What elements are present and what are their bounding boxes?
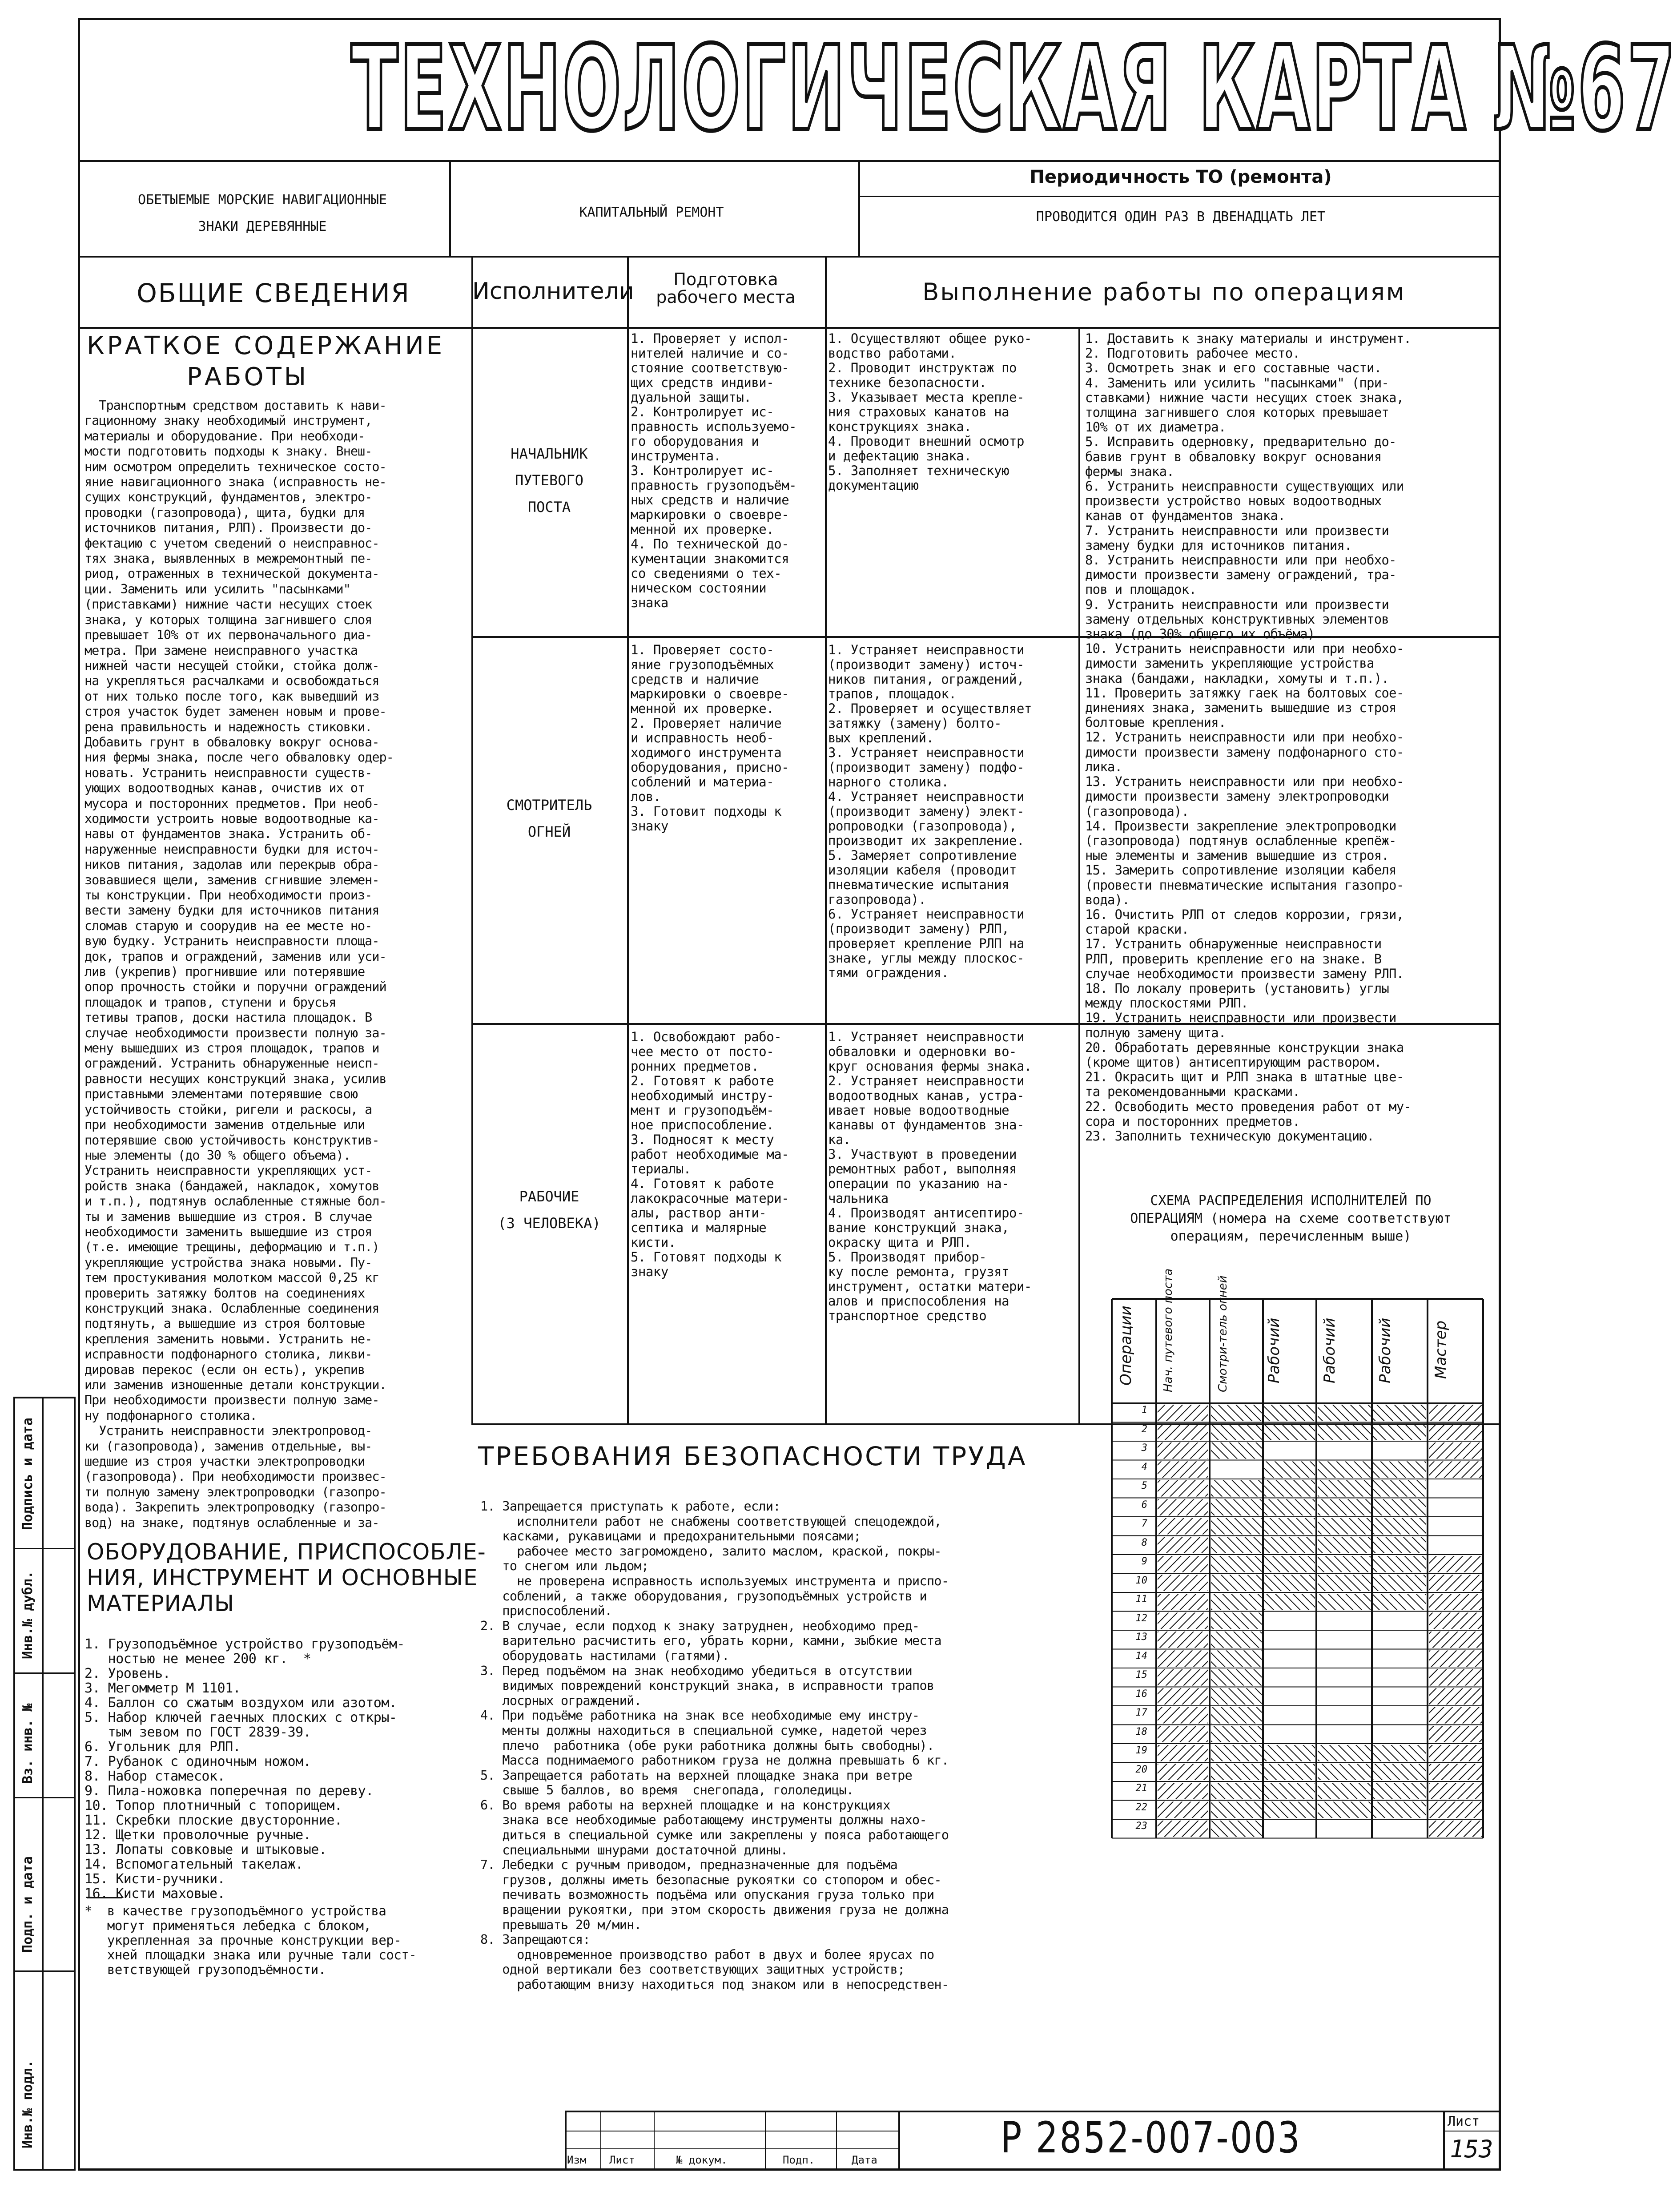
scheme-cell: [1264, 1480, 1315, 1497]
scheme-cell: [1211, 1821, 1262, 1837]
scheme-cell: [1158, 1424, 1208, 1440]
equipment-list: 1. Грузоподъёмное устройство грузоподъём- ностью не менее 200 кг. * 2. Уровень. 3. Мегомметр М 1101. 4. Баллон со сжатым воздухом или азотом. 5. Набор ключей гаечных плоских с откры- тым зевом по ГОСТ 2839-39. 6. Угольник для РЛП. 7. Рубанок с одиночным ножом. 8. Набор стамесок. 9. Пила-ножовка поперечная по дереву. 10. Топор плотничный с топорищем. 11. Скребки плоские двусторонние. 12. Щетки проволочные ручные. 13. Лопаты совковые и штыковые. 14. Вспомогательный такелаж. 15. Кисти-ручники. 16. Кисти маховые.: [84, 1636, 405, 1902]
side-label-orig: Инв.№ подл.: [20, 2060, 36, 2148]
scheme-cell: [1373, 1575, 1426, 1592]
scheme-cell: [1318, 1764, 1371, 1781]
scheme-col-master: Мастер: [1432, 1320, 1450, 1379]
divider: [471, 256, 473, 1423]
scheme-cell: [1158, 1442, 1208, 1459]
divider: [627, 256, 629, 1423]
header-object: ОБЕТЫЕМЫЕ МОРСКИЕ НАВИГАЦИОННЫЕ ЗНАКИ ДЕРЕВЯННЫЕ: [138, 192, 387, 234]
divider: [654, 2111, 655, 2171]
scheme-cell: [1373, 1802, 1426, 1818]
scheme-cell: [1318, 1405, 1371, 1421]
scheme-cell: [1211, 1632, 1262, 1648]
role-prep-workers: 1. Освобождают рабо- чее место от посто- ронних предметов. 2. Готовят к работе необходимый инстру- мент и грузоподъём- ное приспособление. 3. Подносят к месту работ необходимые ма- териалы. 4. Готовят к работе лакокрасочные матери- алы, раствор анти- септика и малярные кисти. 5. Готовят подходы к знаку: [631, 1029, 789, 1279]
scheme-cell: [1373, 1764, 1426, 1781]
document-code: Р 2852-007-003: [1001, 2113, 1302, 2163]
general-heading: ОБЩИЕ СВЕДЕНИЯ: [137, 278, 410, 308]
scheme-cell: [1158, 1745, 1208, 1761]
role-ops-workers: 1. Устраняет неисправности обваловки и одерновки во- круг основания фермы знака. 2. Устраняет неисправности водоотводных канав, устра- ивает новые водоотводные канавы от фундаментов зна- ка. 3. Участвуют в проведении ремонтных работ, выполняя операции по указанию на- чальника 4. Производят антисептиро- вание конструкций знака, окраску щита и РЛП. 5. Производят прибор- ку после ремонта, грузят инструмент, остатки матери- алов и приспособления на транспортное средство: [828, 1029, 1032, 1323]
divider: [858, 196, 1501, 197]
role-prep-keeper: 1. Проверяет состо- яние грузоподъёмных средств и наличие маркировки о своевре- менной их проверке. 2. Проверяет наличие и исправность необ- ходимого инструмента оборудования, присно- соблений и материа- лов. 3. Готовит подходы к знаку: [631, 642, 789, 834]
scheme-cell: [1158, 1575, 1208, 1592]
scheme-cell: [1158, 1707, 1208, 1724]
scheme-cell: [1211, 1613, 1262, 1629]
scheme-row-number: 17: [1135, 1707, 1147, 1718]
scheme-cell: [1264, 1594, 1315, 1610]
scheme-cell: [1158, 1821, 1208, 1837]
scheme-cell: [1264, 1424, 1315, 1440]
safety-heading: ТРЕБОВАНИЯ БЕЗОПАСНОСТИ ТРУДА: [478, 1441, 1027, 1471]
scheme-row-number: 1: [1141, 1405, 1147, 1416]
scheme-cell: [1429, 1707, 1482, 1724]
scheme-cell: [1211, 1745, 1262, 1761]
divider: [42, 1397, 44, 2171]
scheme-cell: [1373, 1556, 1426, 1572]
scheme-cell: [1429, 1613, 1482, 1629]
scheme-row-number: 18: [1135, 1726, 1147, 1737]
scheme-cell: [1373, 1745, 1426, 1761]
scheme-cell: [1429, 1462, 1482, 1478]
scheme-cell: [1211, 1764, 1262, 1781]
scheme-cell: [1373, 1594, 1426, 1610]
scheme-cell: [1158, 1726, 1208, 1743]
scheme-cell: [1264, 1783, 1315, 1799]
divider: [13, 1672, 76, 1674]
scheme-cell: [1211, 1688, 1262, 1705]
scheme-cell: [1211, 1651, 1262, 1667]
scheme-cell: [1429, 1745, 1482, 1761]
scheme-cell: [1429, 1442, 1482, 1459]
scheme-cell: [1373, 1405, 1426, 1421]
stamp-col-sign: Подп.: [783, 2154, 815, 2166]
scheme-row-number: 3: [1141, 1442, 1147, 1454]
side-label-inv: Вз. инв. №: [20, 1703, 36, 1784]
scheme-row-number: 20: [1135, 1764, 1147, 1775]
divider: [765, 2111, 766, 2171]
scheme-cell: [1158, 1669, 1208, 1686]
role-name-chief: НАЧАЛЬНИК ПУТЕВОГО ПОСТА: [511, 445, 588, 516]
periodicity-value: ПРОВОДИТСЯ ОДИН РАЗ В ДВЕНАДЦАТЬ ЛЕТ: [1036, 209, 1326, 225]
divider: [471, 327, 1501, 329]
scheme-cell: [1264, 1462, 1315, 1478]
scheme-cell: [1318, 1556, 1371, 1572]
scheme-row-number: 22: [1135, 1801, 1147, 1813]
scheme-cell: [1264, 1575, 1315, 1592]
scheme-cell: [1429, 1405, 1482, 1421]
scheme-row-number: 16: [1135, 1688, 1147, 1700]
scheme-cell: [1373, 1783, 1426, 1799]
scheme-cell: [1158, 1405, 1208, 1421]
stamp-col-change: Изм: [567, 2154, 587, 2166]
divider: [13, 1548, 76, 1549]
equipment-footnote: * в качестве грузоподъёмного устройства могут применяться лебедка с блоком, укрепленная за прочные конструкции вер- хней площадки знака или ручные тали сост- ветствующей грузоподъёмности.: [84, 1903, 417, 1977]
scheme-row-number: 6: [1141, 1499, 1147, 1511]
scheme-cell: [1264, 1405, 1315, 1421]
scheme-row-number: 13: [1135, 1632, 1147, 1643]
scheme-cell: [1211, 1424, 1262, 1440]
divider: [78, 160, 1501, 162]
preparation-heading: Подготовка рабочего места: [656, 270, 796, 307]
scheme-cell: [1264, 1499, 1315, 1516]
summary-text: Транспортным средством доставить к нави- гационному знаку необходимый инструмент, материалы и оборудование. При необходи- мости подготовить подходы к знаку. Внеш- ним осмотром определить техническое состо- яние навигационного знака (исправность не- сущих конструкций, фундаментов, электро- проводки (газопровода), щита, будки для источников питания, РЛП). Произвести до- фектацию с учетом сведений о неисправнос- тях знака, выявленных в межремонтный пе- риод, отраженных в технической документа- ции. Заменить или усилить "пасынками" (приставками) нижние части несущих стоек знака, у которых толщина загнившего слоя превышает 10% от их первоначального диа- метра. При замене неисправного участка нижней части несущей стойки, стойка долж- на укрепляться расчалками и освобождаться от них только после того, как выведший из строя участок будет заменен новым и прове- рена правильность и надежность стиковки. Добавить грунт в обваловку вокруг основа- ния фермы знака, после чего обваловку одер- новать. Устранить неисправности существ- ующих водоотводных канав, очистив их от мусора и посторонних предметов. При необ- ходимости устроить новые водоотводные ка- навы от фундаментов знака. Устранить об- наруженные неисправности будки для источ- ников питания, задолав или перекрыв обра- зовавшиеся щели, заменив сгнившие элемен- ты конструкции. При необходимости произ- вести замену будки для источников питания сломав старую и соорудив на ее месте но- вую будку. Устранить неисправности площа- док, трапов и ограждений, заменив или уси- лив (укрепив) прогнившие или потерявшие опор прочность стойки и поручни ограждений площадок и трапов, ступени и брусья тетивы трапов, доски настила площадок. В случае необходимости произвести полную за- мену вышедших из строя площадок, трапов и ограждений. Устранить обнаруженные неисп- равности несущих конструкций знака, усилив приставными элементами потерявшие свою устойчивость стойки, ригели и раскосы, а при необходимости заменив отдельные или потерявшие свою устойчивость конструктив- ные элементы (до 30 % общего объема). Устранить неисправности укрепляющих уст- ройств знака (бандажей, накладок, хомутов и т.п.), подтянув ослабленные стяжные бол- ты и заменив вышедшие из строя. В случае необходимости заменить вышедшие из строя (т.е. имеющие трещины, деформацию и т.п.) укрепляющие устройства знака новыми. Пу- тем простукивания молотком массой 0,25 кг проверить затяжку болтов на соединениях конструкций знака. Ослабленные соединения подтянуть, а вышедшие из строя болтовые крепления заменить новыми. Устранить не- исправности подфонарного столика, ликви- дировав перекос (если он есть), укрепив или заменив изношенные детали конструкции. При необходимости произвести полную заме- ну подфонарного столика. Устранить неисправности электропровод- ки (газопровода), заменив отдельные, вы- шедшие из строя участки электропроводки (газопровода). При необходимости произвес- ти полную замену электропроводки (газопро- вода). Закрепить электропроводку (газопро- вод) на знаке, подтянув ослабленные и за-: [84, 398, 394, 1530]
scheme-row-number: 23: [1135, 1821, 1147, 1832]
scheme-cell: [1211, 1594, 1262, 1610]
scheme-cell: [1211, 1499, 1262, 1516]
scheme-row-number: 14: [1135, 1650, 1147, 1662]
scheme-cell: [1264, 1556, 1315, 1572]
divider: [836, 2111, 837, 2171]
scheme-cell: [1429, 1688, 1482, 1705]
scheme-row-number: 21: [1135, 1783, 1147, 1794]
scheme-row-number: 8: [1141, 1537, 1147, 1548]
scheme-row-number: 15: [1135, 1669, 1147, 1680]
scheme-row-number: 4: [1141, 1461, 1147, 1473]
scheme-caption: СХЕМА РАСПРЕДЕЛЕНИЯ ИСПОЛНИТЕЛЕЙ ПО ОПЕРАЦИЯМ (номера на схеме соответствуют операциям, перечисленным выше): [1130, 1193, 1452, 1244]
scheme-cell: [1429, 1556, 1482, 1572]
divider: [13, 1970, 76, 1972]
scheme-cell: [1158, 1651, 1208, 1667]
scheme-cell: [1264, 1764, 1315, 1781]
side-label-sign-date: Подпись и дата: [20, 1418, 36, 1530]
scheme-cell: [1318, 1802, 1371, 1818]
scheme-cell: [1211, 1707, 1262, 1724]
scheme-cell: [1158, 1462, 1208, 1478]
role-ops-keeper: 1. Устраняет неисправности (производит замену) источ- ников питания, ограждений, трапов, площадок. 2. Проверяет и осуществляет затяжку (замену) болто- вых креплений. 3. Устраняет неисправности (производит замену) подфо- нарного столика. 4. Устраняет неисправности (производит замену) элект- ропроводки (газопровода), производит их закрепление. 5. Замеряет сопротивление изоляции кабеля (проводит пневматические испытания газопровода). 6. Устраняет неисправности (производит замену) РЛП, проверяет крепление РЛП на знаке, углы между плоскос- тями ограждения.: [828, 642, 1032, 980]
scheme-col-worker-3: Рабочий: [1376, 1318, 1394, 1383]
scheme-cell: [1158, 1613, 1208, 1629]
divider: [1078, 327, 1080, 1423]
scheme-cell: [1429, 1764, 1482, 1781]
scheme-cell: [1158, 1802, 1208, 1818]
scheme-cell: [1318, 1594, 1371, 1610]
scheme-cell: [1429, 1802, 1482, 1818]
scheme-cell: [1211, 1669, 1262, 1686]
scheme-cell: [1158, 1499, 1208, 1516]
divider: [600, 2111, 601, 2171]
scheme-cell: [1429, 1594, 1482, 1610]
divider: [565, 2148, 898, 2149]
divider: [1443, 2111, 1445, 2171]
scheme-row-number: 11: [1135, 1594, 1147, 1605]
divider: [858, 160, 860, 256]
stamp-col-sheet: Лист: [609, 2154, 635, 2166]
scheme-row-number: 2: [1141, 1423, 1147, 1435]
scheme-row-number: 10: [1135, 1575, 1147, 1586]
scheme-cell: [1211, 1518, 1262, 1535]
role-prep-chief: 1. Проверяет у испол- нителей наличие и со- стояние соответствую- щих средств индиви- дуальной защиты. 2. Контролирует ис- правность используемо- го оборудования и инструмента. 3. Контролирует ис- правность грузоподъём- ных средств и наличие маркировки о своевре- менной их проверке. 4. По технической до- кументации знакомится со сведениями о тех- ническом состоянии знака: [631, 331, 797, 610]
summary-heading: КРАТКОЕ СОДЕРЖАНИЕ: [87, 331, 445, 360]
divider: [565, 2111, 1501, 2112]
scheme-row-number: 12: [1135, 1612, 1147, 1624]
scheme-cell: [1318, 1518, 1371, 1535]
scheme-cell: [1318, 1575, 1371, 1592]
scheme-cell: [1373, 1462, 1426, 1478]
scheme-cell: [1373, 1537, 1426, 1554]
equipment-heading: ОБОРУДОВАНИЕ, ПРИСПОСОБЛЕ- НИЯ, ИНСТРУМЕНТ И ОСНОВНЫЕ МАТЕРИАЛЫ: [87, 1539, 486, 1616]
stamp-col-doc: № докум.: [676, 2154, 728, 2166]
scheme-cell: [1158, 1480, 1208, 1497]
scheme-cell: [1429, 1726, 1482, 1743]
executors-heading: Исполнители: [472, 278, 634, 305]
scheme-cell: [1211, 1442, 1262, 1459]
scheme-cell: [1158, 1594, 1208, 1610]
scheme-cell: [1429, 1783, 1482, 1799]
divider: [825, 256, 827, 1423]
scheme-cell: [1429, 1632, 1482, 1648]
scheme-cell: [1264, 1802, 1315, 1818]
scheme-cell: [1211, 1726, 1262, 1743]
scheme-cell: [1318, 1783, 1371, 1799]
scheme-cell: [1211, 1783, 1262, 1799]
safety-text: 1. Запрещается приступать к работе, если: исполнители работ не снабжены соответствующей спецодеждой, касками, рукавицами и предохранительными поясами; рабочее место загромождено, залито маслом, краской, покры- то снегом или льдом; не проверена исправность используемых инструмента и приспо- соблений, а также оборудования, грузоподъёмных устройств и приспособлений. 2. В случае, если подход к знаку затруднен, необходимо пред- варительно расчистить его, убрать корни, камни, зыбкие места оборудовать настилами (гатями). 3. Перед подъёмом на знак необходимо убедиться в отсутствии видимых повреждений конструкций знака, в исправности трапов лосрных ограждений. 4. При подъёме работника на знак все необходимые ему инстру- менты должны находиться в специальной сумке, надетой через плечо работника (обе руки работника должны быть свободны). Масса поднимаемого работником груза не должна превышать 6 кг. 5. Запрещается работать на верхней площадке знака при ветре свыше 5 баллов, во время снегопада, гололедицы. 6. Во время работы на верхней площадке и на конструкциях знака все необходимые работающему инструменты должны нахо- диться в специальной сумке или закреплены у пояса работающего специальными шнурами достаточной длины. 7. Лебедки с ручным приводом, предназначенные для подъёма грузов, должны иметь безопасные рукоятки со стопором и обес- печивать возможность подъёма или опускания груза только при вращении рукоятки, при этом скорость движения груза не должна превышать 20 м/мин. 8. Запрещаются: одновременное производство работ в двух и более ярусах по одной вертикали без соответствующих защитных устройств; работающим внизу находиться под знаком или в непосредствен-: [480, 1499, 949, 1992]
periodicity-label: Периодичность ТО (ремонта): [1030, 167, 1332, 187]
scheme-cell: [1211, 1480, 1262, 1497]
divider: [87, 1897, 122, 1898]
role-name-workers: РАБОЧИЕ (3 ЧЕЛОВЕКА): [498, 1188, 601, 1232]
scheme-cell: [1373, 1499, 1426, 1516]
divider: [898, 2111, 900, 2171]
scheme-row-numbers: [1121, 1406, 1147, 1841]
scheme-cell: [1158, 1764, 1208, 1781]
scheme-cell: [1429, 1669, 1482, 1686]
scheme-col-worker-1: Рабочий: [1265, 1318, 1283, 1383]
scheme-cell: [1158, 1632, 1208, 1648]
divider: [13, 1797, 76, 1798]
scheme-cell: [1264, 1518, 1315, 1535]
scheme-cell: [1211, 1537, 1262, 1554]
scheme-cell: [1429, 1575, 1482, 1592]
page-title: ТЕХНОЛОГИЧЕСКАЯ КАРТА №67: [351, 20, 1677, 157]
scheme-cell: [1211, 1802, 1262, 1818]
scheme-row-number: 19: [1135, 1745, 1147, 1756]
scheme-cell: [1318, 1480, 1371, 1497]
scheme-cell: [1158, 1783, 1208, 1799]
summary-heading-2: РАБОТЫ: [187, 363, 309, 391]
divider: [78, 256, 1501, 258]
scheme-col-operations: Операции: [1117, 1305, 1135, 1386]
scheme-col-worker-2: Рабочий: [1321, 1318, 1339, 1383]
operations-list: 1. Доставить к знаку материалы и инструмент. 2. Подготовить рабочее место. 3. Осмотреть знак и его составные части. 4. Заменить или усилить "пасынками" (при- ставками) нижние части несущих стоек знака, толщина загнившего слоя которых превышает 10% от их диаметра. 5. Исправить одерновку, предварительно до- бавив грунт в обваловку вокруг основания фермы знака. 6. Устранить неисправности существующих или произвести устройство новых водоотводных канав от фундаментов знака. 7. Устранить неисправности или произвести замену будки для источников питания. 8. Устранить неисправности или при необхо- димости произвести замену ограждений, тра- пов и площадок. 9. Устранить неисправности или произвести замену отдельных конструктивных элементов знака (до 30% общего их объёма). 10. Устранить неисправности или при необхо- димости заменить укрепляющие устройства знака (бандажи, накладки, хомуты и т.п.). 11. Проверить затяжку гаек на болтовых сое- динениях знака, заменить вышедшие из строя болтовые крепления. 12. Устранить неисправности или при необхо- димости произвести замену подфонарного сто- лика. 13. Устранить неисправности или при необхо- димости произвести замену электропроводки (газопровода). 14. Произвести закрепление электропроводки (газопровода) подтянув ослабленные крепёж- ные элементы и заменив вышедшие из строя. 15. Замерить сопротивление изоляции кабеля (провести пневматические испытания газопро- вода). 16. Очистить РЛП от следов коррозии, грязи, старой краски. 17. Устранить обнаруженные неисправности РЛП, проверить крепление его на знаке. В случае необходимости произвести замену РЛП. 18. По локалу проверить (установить) углы между плоскостями РЛП. 19. Устранить неисправности или произвести полную замену щита. 20. Обработать деревянные конструкции знака (кроме щитов) антисептирующим раствором. 21. Окрасить щит и РЛП знака в штатные цве- та рекомендованными красками. 22. Освободить место проведения работ от му- сора и посторонних предметов. 23. Заполнить техническую документацию.: [1085, 331, 1412, 1144]
scheme-cell: [1211, 1405, 1262, 1421]
scheme-cell: [1429, 1651, 1482, 1667]
scheme-cell: [1158, 1537, 1208, 1554]
scheme-cell: [1211, 1575, 1262, 1592]
scheme-cell: [1429, 1424, 1482, 1440]
operations-heading: Выполнение работы по операциям: [922, 278, 1406, 306]
scheme-col-chief: Нач. путевого поста: [1162, 1268, 1175, 1392]
scheme-row-number: 5: [1141, 1480, 1147, 1491]
divider: [78, 327, 471, 329]
role-ops-chief: 1. Осуществляют общее руко- водство работами. 2. Проводит инструктаж по технике безопасности. 3. Указывает места крепле- ния страховых канатов на конструкциях знака. 4. Проводит внешний осмотр и дефектацию знака. 5. Заполняет техническую документацию: [828, 331, 1032, 493]
sheet-number: 153: [1450, 2135, 1493, 2163]
scheme-cell: [1318, 1537, 1371, 1554]
scheme-cell: [1318, 1424, 1371, 1440]
scheme-cell: [1429, 1821, 1482, 1837]
side-label-dup: Инв.№ дубл.: [20, 1571, 36, 1659]
scheme-cell: [1373, 1424, 1426, 1440]
sheet-label: Лист: [1448, 2114, 1480, 2129]
scheme-cell: [1158, 1518, 1208, 1535]
scheme-cell: [1373, 1518, 1426, 1535]
scheme-cell: [1373, 1480, 1426, 1497]
scheme-row-number: 9: [1141, 1556, 1147, 1567]
scheme-cell: [1318, 1745, 1371, 1761]
scheme-cell: [1158, 1688, 1208, 1705]
divider: [565, 2111, 567, 2171]
scheme-cell: [1158, 1556, 1208, 1572]
divider: [449, 160, 451, 256]
scheme-cell: [1264, 1745, 1315, 1761]
header-repair-type: КАПИТАЛЬНЫЙ РЕМОНТ: [579, 205, 724, 220]
scheme-row-number: 7: [1141, 1518, 1147, 1529]
scheme-cell: [1318, 1462, 1371, 1478]
scheme-cell: [1211, 1556, 1262, 1572]
scheme-cell: [1318, 1499, 1371, 1516]
role-name-keeper: СМОТРИТЕЛЬ ОГНЕЙ: [506, 797, 592, 840]
scheme-col-keeper: Смотри-тель огней: [1216, 1275, 1230, 1392]
scheme-cell: [1264, 1537, 1315, 1554]
side-label-sign-date-2: Подп. и дата: [20, 1856, 36, 1953]
stamp-col-date: Дата: [852, 2154, 877, 2166]
